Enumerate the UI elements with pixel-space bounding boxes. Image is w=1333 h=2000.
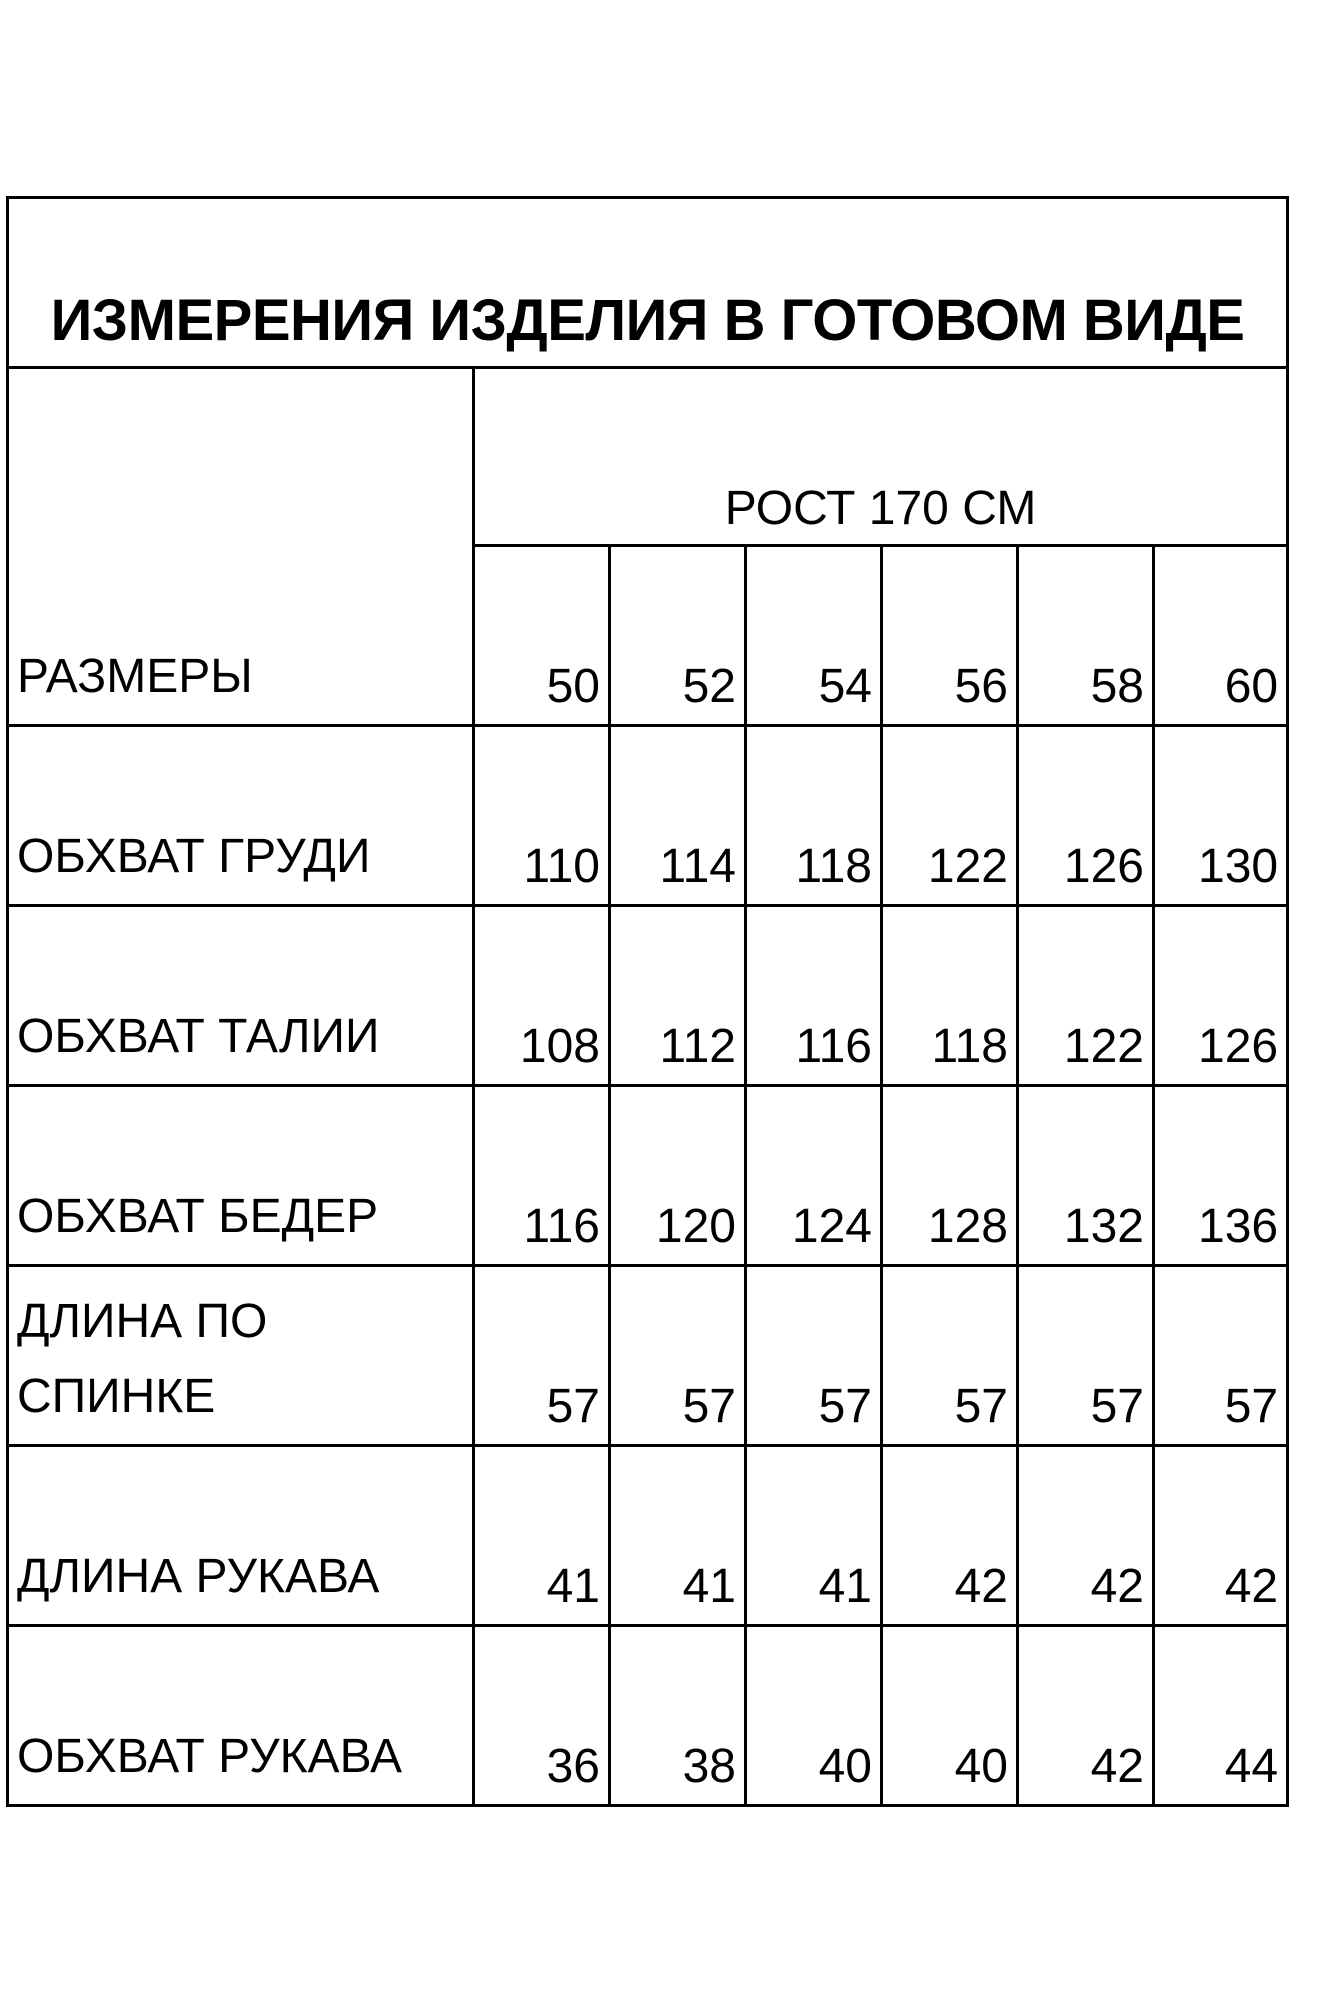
size-value: 50 xyxy=(474,546,610,726)
sizes-row xyxy=(8,546,1288,726)
table-row-chest xyxy=(8,726,1288,906)
title-row xyxy=(8,198,1288,368)
height-row xyxy=(8,368,1288,546)
cell-value: 112 xyxy=(610,906,746,1086)
row-label: ОБХВАТ РУКАВА xyxy=(8,1626,474,1806)
cell-value: 41 xyxy=(746,1446,882,1626)
row-label: ДЛИНА ПО СПИНКЕ xyxy=(8,1266,474,1446)
cell-value: 57 xyxy=(474,1266,610,1446)
cell-value: 110 xyxy=(474,726,610,906)
row-label: ОБХВАТ БЕДЕР xyxy=(8,1086,474,1266)
table-row-back-length xyxy=(8,1266,1288,1446)
cell-value: 44 xyxy=(1154,1626,1288,1806)
measurements-table xyxy=(6,196,1289,1807)
size-value: 52 xyxy=(610,546,746,726)
size-value: 54 xyxy=(746,546,882,726)
size-value: 60 xyxy=(1154,546,1288,726)
cell-value: 42 xyxy=(882,1446,1018,1626)
cell-value: 108 xyxy=(474,906,610,1086)
table-row-waist xyxy=(8,906,1288,1086)
cell-value: 57 xyxy=(746,1266,882,1446)
cell-value: 116 xyxy=(746,906,882,1086)
cell-value: 118 xyxy=(746,726,882,906)
cell-value: 40 xyxy=(746,1626,882,1806)
cell-value: 36 xyxy=(474,1626,610,1806)
size-value: 56 xyxy=(882,546,1018,726)
row-label: ОБХВАТ ГРУДИ xyxy=(8,726,474,906)
cell-value: 42 xyxy=(1018,1626,1154,1806)
cell-value: 38 xyxy=(610,1626,746,1806)
table-row-sleeve-length xyxy=(8,1446,1288,1626)
height-header: РОСТ 170 СМ xyxy=(474,368,1288,546)
row-label: ДЛИНА РУКАВА xyxy=(8,1446,474,1626)
table-row-hips xyxy=(8,1086,1288,1266)
cell-value: 57 xyxy=(610,1266,746,1446)
size-value: 58 xyxy=(1018,546,1154,726)
cell-value: 114 xyxy=(610,726,746,906)
cell-value: 126 xyxy=(1154,906,1288,1086)
cell-value: 116 xyxy=(474,1086,610,1266)
cell-value: 122 xyxy=(1018,906,1154,1086)
cell-value: 41 xyxy=(610,1446,746,1626)
cell-value: 41 xyxy=(474,1446,610,1626)
cell-value: 42 xyxy=(1154,1446,1288,1626)
cell-value: 57 xyxy=(1154,1266,1288,1446)
cell-value: 120 xyxy=(610,1086,746,1266)
header-blank-cell xyxy=(8,368,474,546)
cell-value: 122 xyxy=(882,726,1018,906)
cell-value: 118 xyxy=(882,906,1018,1086)
sizes-label: РАЗМЕРЫ xyxy=(8,546,474,726)
cell-value: 40 xyxy=(882,1626,1018,1806)
row-label: ОБХВАТ ТАЛИИ xyxy=(8,906,474,1086)
cell-value: 132 xyxy=(1018,1086,1154,1266)
table-row-sleeve-girth xyxy=(8,1626,1288,1806)
cell-value: 130 xyxy=(1154,726,1288,906)
cell-value: 126 xyxy=(1018,726,1154,906)
table-title: ИЗМЕРЕНИЯ ИЗДЕЛИЯ В ГОТОВОМ ВИДЕ xyxy=(8,198,1288,368)
cell-value: 57 xyxy=(882,1266,1018,1446)
cell-value: 136 xyxy=(1154,1086,1288,1266)
cell-value: 42 xyxy=(1018,1446,1154,1626)
cell-value: 57 xyxy=(1018,1266,1154,1446)
cell-value: 124 xyxy=(746,1086,882,1266)
cell-value: 128 xyxy=(882,1086,1018,1266)
